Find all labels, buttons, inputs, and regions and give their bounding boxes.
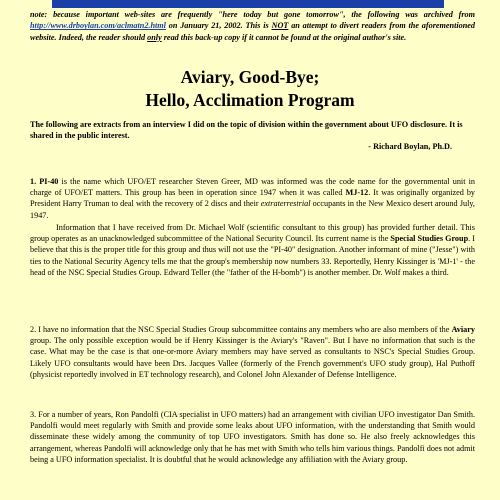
note-text: on January 21, 2002. This is — [165, 21, 272, 31]
paragraph-1 — [30, 176, 475, 221]
bold-term: PI-40 — [39, 177, 59, 186]
paragraph-4 — [30, 409, 475, 465]
bold-term: MJ-12 — [345, 188, 369, 198]
archive-note — [30, 9, 475, 43]
title-line-1: Aviary, Good-Bye; — [180, 67, 320, 87]
paragraph-text: is the name which UFO/ET researcher Steven Greer, MD was informed was the code name for the governmental unit in charge of UFO/ET matters. This group has been in operation since 1947 when it was called — [30, 177, 475, 198]
bold-term: Aviary — [451, 325, 475, 334]
italic-term: extraterrestrial — [260, 199, 311, 209]
paragraph-text: . I believe that this is the proper title for this group and thus will not use the "PI-40" designation. Another informant of mine ("Jesse") with ties to the National Security Agency tells me that the group's membership now numbers 33. Reportedly, Henry Kissinger is 'MJ-1' - the head of the NSC Special Studies Group. Edward Teller (the "father of the H-bomb") is another member. Dr. Wolf makes a third. — [30, 234, 475, 277]
bold-term: Special Studies Group — [390, 234, 469, 244]
archive-source-link[interactable]: http://www.drboylan.com/aclmatn2.html — [30, 21, 166, 31]
paragraph-text: 3. For a number of years, Ron Pandolfi (CIA specialist in UFO matters) had an arrangement with civilian UFO investigator Dan Smith. Pandolfi would meet regularly with Smith and provide some leaks about UFO information, with the understanding that Smith would disseminate these widely among the community of top UFO investigators. Smith has done so. He also freely acknowledges this arrangement, whereas Pandolfi will acknowledge only that he has met with Smith who tells him various things. Pandolfi does not admit being a UFO information specialist. It is doubtful that he would acknowledge any affiliation with the Aviary group. — [30, 410, 475, 464]
note-emphasis: only — [147, 32, 162, 42]
intro-text: The following are extracts from an interview I did on the topic of division within the government about UFO disclosure. It is shared in the public interest. — [30, 120, 463, 141]
paragraph-3 — [30, 324, 475, 380]
paragraph-2 — [30, 222, 475, 278]
note-text: read this back-up copy if it cannot be found at the original author's site. — [161, 32, 407, 42]
note-text: an attempt to divert readers from the aforementioned website. Indeed, the reader should — [30, 21, 475, 42]
paragraph-text: . It was originally organized by President Harry Truman to deal with the recovery of 2 discs and their — [30, 188, 476, 209]
author-signature: - Richard Boylan, Ph.D. — [368, 142, 452, 151]
paragraph-text: occupants in the New Mexico desert around July, 1947. — [30, 199, 475, 220]
paragraph-text: Information that I have received from Dr. Michael Wolf (scientific consultant to this group) has provided further detail. This group operates as an unacknowledged subcommittee of the National Security Council. Its current name is the — [30, 223, 475, 244]
top-banner-bar — [52, 0, 444, 8]
title-line-2: Hello, Acclimation Program — [145, 90, 355, 110]
paragraph-text: group. The only possible exception would be if Henry Kissinger is the Aviary's "Raven". But I have no information that such is the case. What may be the case is that one-or-more Aviary members may have served as consultants to NSC's Special Studies Group. Likely UFO consultants would have been Drs. Jacques Vallee (formerly of the French government's UFO study group), Hal Puthoff (physicist reportedly involved in ET technology research), and Colonel John Alexander of Defense Intelligence. — [30, 336, 475, 379]
paragraph-text: 2. I have no information that the NSC Special Studies Group subcommittee contains any members who are also members of the — [30, 325, 452, 334]
paragraph-number: 1. — [30, 177, 40, 186]
note-emphasis: NOT — [271, 21, 289, 31]
note-text: note: because important web-sites are frequently "here today but gone tomorrow", the following was archived from — [30, 10, 475, 19]
